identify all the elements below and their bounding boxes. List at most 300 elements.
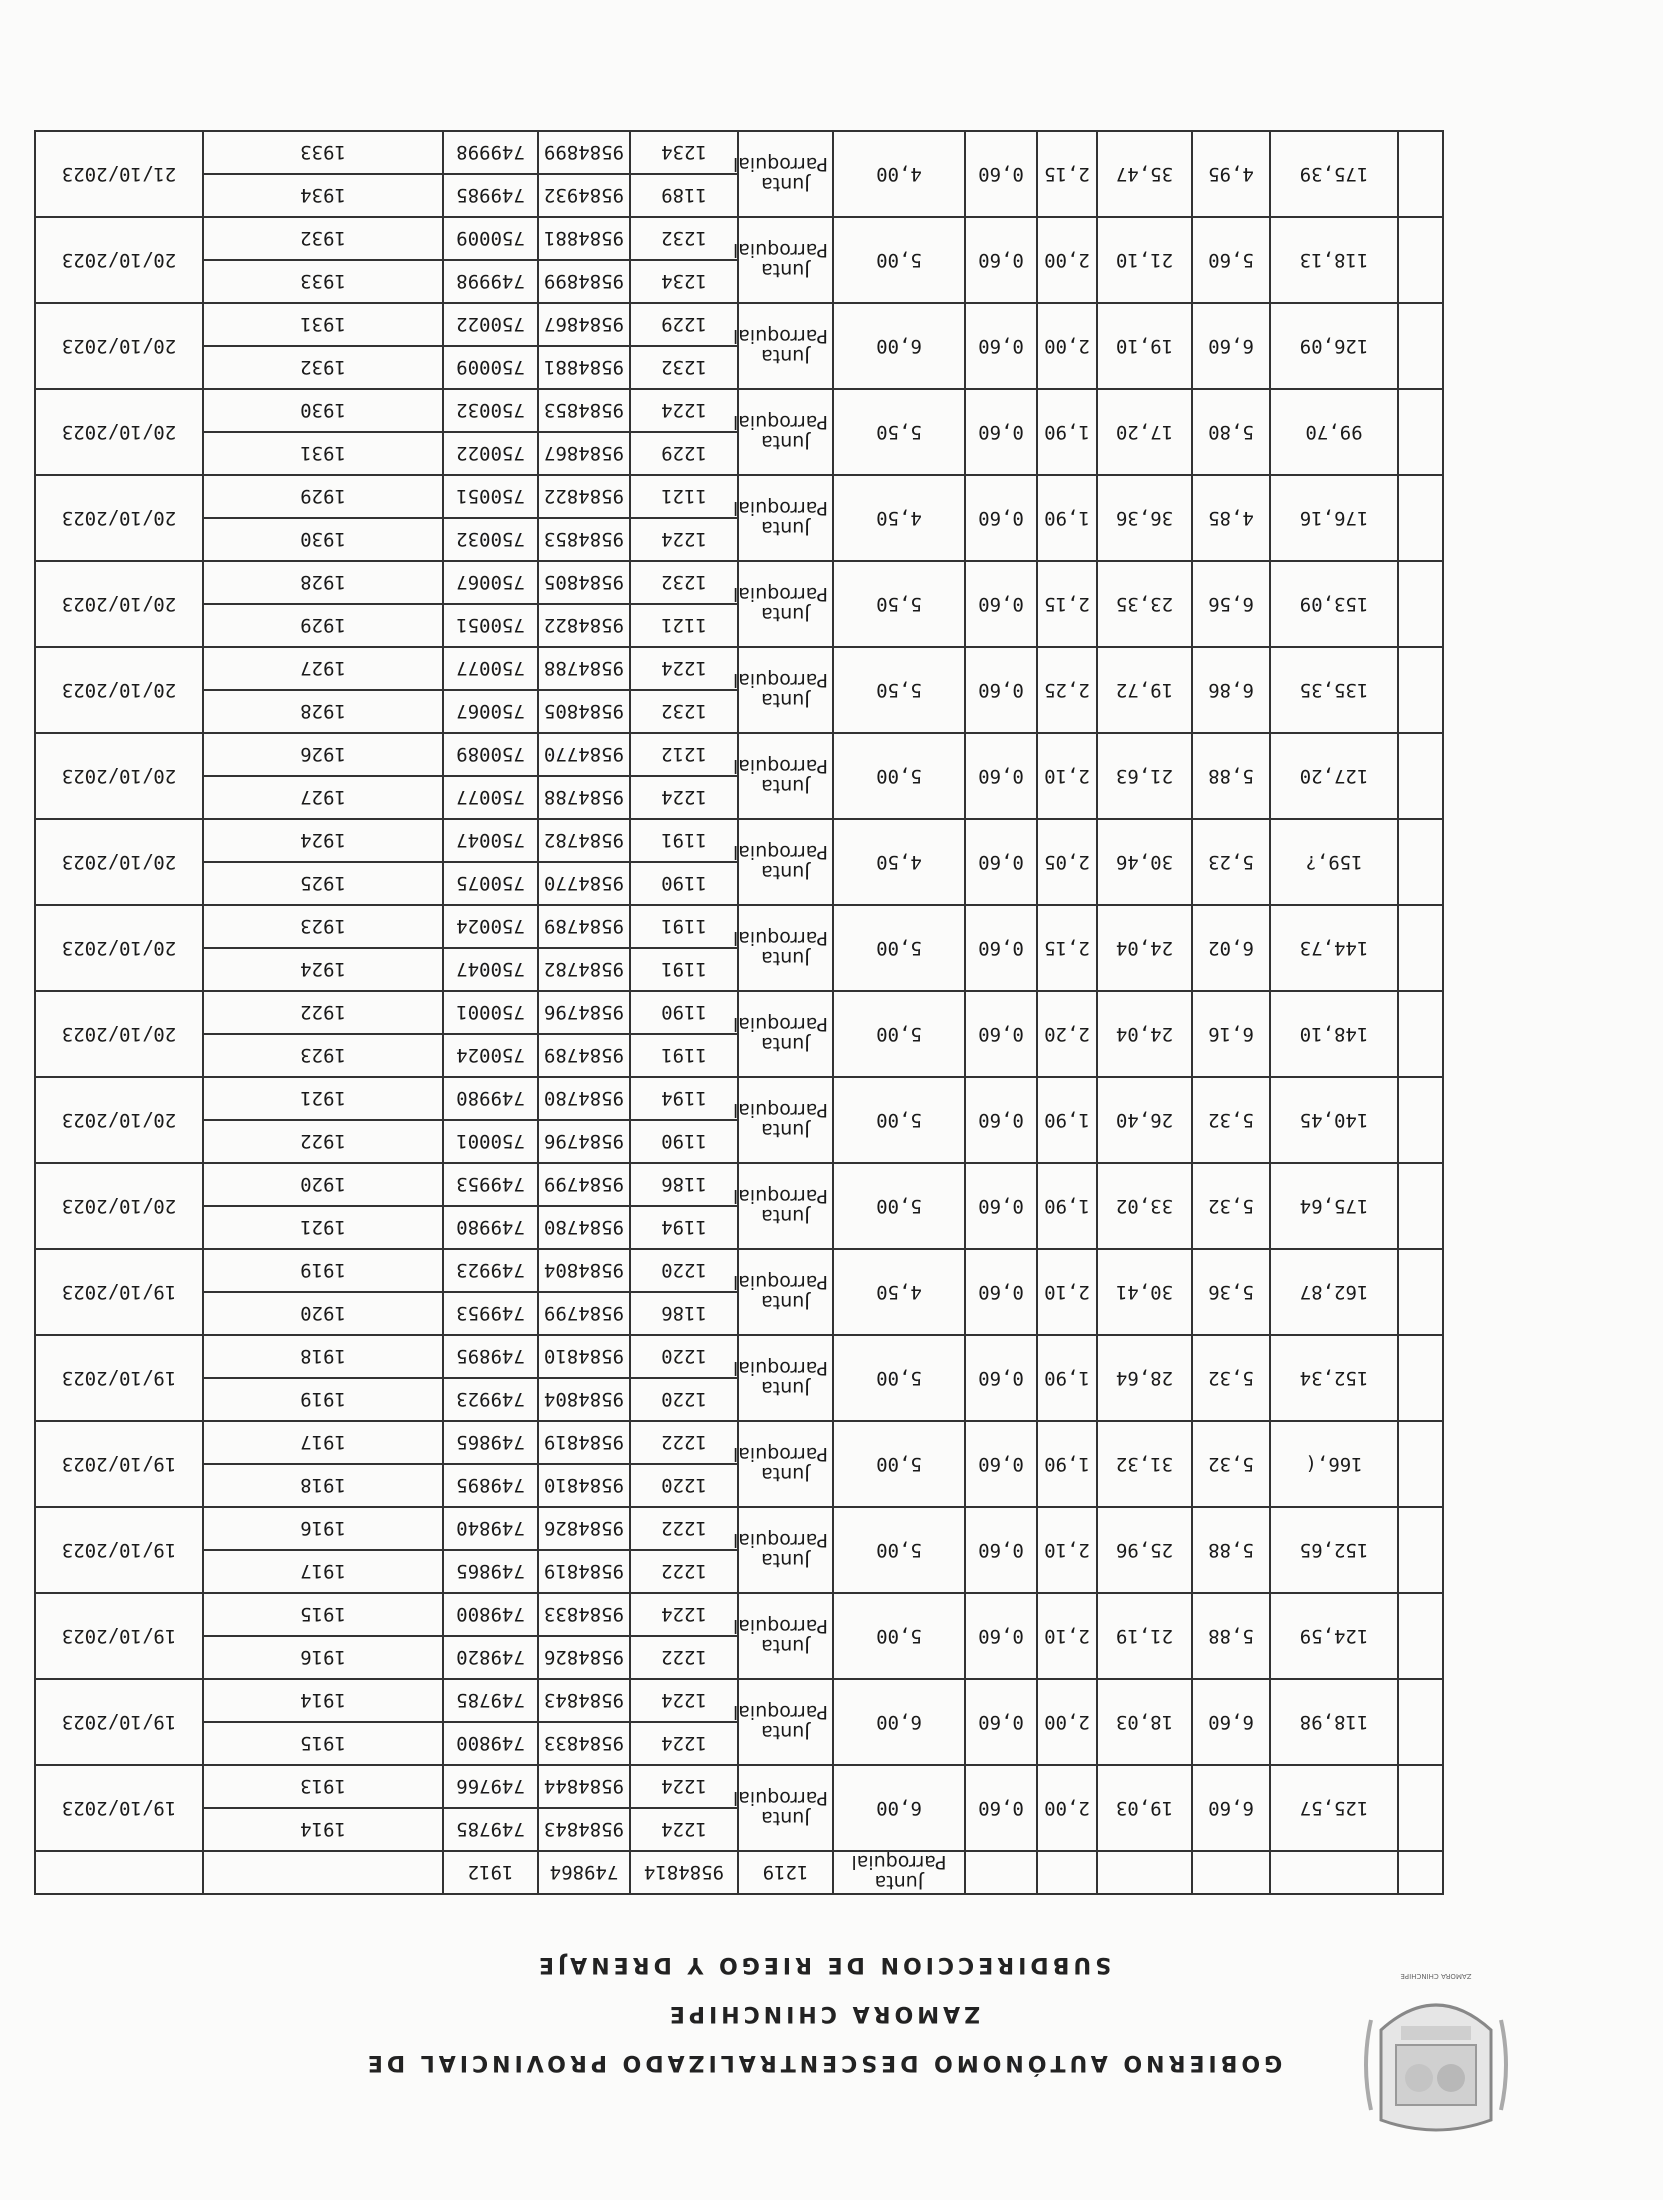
junta-cell bbox=[732, 303, 833, 389]
value-cell: 23,35 bbox=[1097, 561, 1192, 647]
total-cell: 148,10 bbox=[1270, 991, 1398, 1077]
point-cell: 1925 bbox=[203, 862, 443, 905]
value-cell: 5,00 bbox=[833, 217, 965, 303]
northing-cell: 9584814 bbox=[630, 1851, 738, 1894]
easting-cell: 749785 bbox=[443, 1808, 538, 1851]
easting-cell: 749998 bbox=[443, 260, 538, 303]
date-cell: 20/10/2023 bbox=[35, 303, 203, 389]
easting-cell: 749985 bbox=[443, 174, 538, 217]
junta-line-1: Junta bbox=[761, 1635, 810, 1657]
point-cell: 1933 bbox=[203, 260, 443, 303]
easting-cell: 750009 bbox=[443, 346, 538, 389]
total-cell: 125,57 bbox=[1270, 1765, 1398, 1851]
date-cell: 20/10/2023 bbox=[35, 991, 203, 1077]
junta-cell bbox=[732, 389, 833, 475]
northing-cell: 9584822 bbox=[538, 475, 630, 518]
empty-cell bbox=[1398, 905, 1443, 991]
junta-line-1: Junta bbox=[761, 689, 810, 711]
table-row bbox=[35, 1292, 1443, 1335]
easting-cell: 750051 bbox=[443, 475, 538, 518]
value-cell: 5,50 bbox=[833, 561, 965, 647]
empty-cell bbox=[1398, 819, 1443, 905]
value-cell: 2,00 bbox=[1037, 217, 1097, 303]
point-cell: 1924 bbox=[203, 948, 443, 991]
junta-cell bbox=[732, 647, 833, 733]
value-cell: 30,46 bbox=[1097, 819, 1192, 905]
value-cell: 21,63 bbox=[1097, 733, 1192, 819]
point-cell: 1933 bbox=[203, 131, 443, 174]
date-cell: 20/10/2023 bbox=[35, 647, 203, 733]
value-cell: 19,72 bbox=[1097, 647, 1192, 733]
value-cell: 2,10 bbox=[1037, 1249, 1097, 1335]
easting-cell: 749800 bbox=[443, 1593, 538, 1636]
easting-cell: 749953 bbox=[443, 1292, 538, 1335]
value-cell: 26,40 bbox=[1097, 1077, 1192, 1163]
value-cell: 5,00 bbox=[833, 1507, 965, 1593]
value-cell: 5,23 bbox=[1192, 819, 1270, 905]
easting-cell: 749766 bbox=[443, 1765, 538, 1808]
value-cell: 6,60 bbox=[1192, 1679, 1270, 1765]
value-cell: 28,64 bbox=[1097, 1335, 1192, 1421]
easting-cell: 750032 bbox=[443, 518, 538, 561]
value-cell: 1,90 bbox=[1037, 1163, 1097, 1249]
elevation-cell: 1234 bbox=[630, 131, 738, 174]
elevation-cell: 1191 bbox=[630, 905, 738, 948]
northing-cell: 9584789 bbox=[538, 1034, 630, 1077]
empty-cell bbox=[1037, 1851, 1097, 1894]
date-cell: 20/10/2023 bbox=[35, 819, 203, 905]
northing-cell: 9584780 bbox=[538, 1206, 630, 1249]
table-row bbox=[35, 862, 1443, 905]
provincial-seal-icon bbox=[1361, 1970, 1511, 2140]
value-cell: 0,60 bbox=[965, 1507, 1037, 1593]
elevation-cell: 1220 bbox=[630, 1464, 738, 1507]
value-cell: 17,20 bbox=[1097, 389, 1192, 475]
elevation-cell: 1220 bbox=[630, 1378, 738, 1421]
junta-cell bbox=[732, 1679, 833, 1765]
easting-cell: 750075 bbox=[443, 862, 538, 905]
northing-cell: 9584796 bbox=[538, 1120, 630, 1163]
junta-line-1: Junta bbox=[761, 861, 810, 883]
point-cell: 1932 bbox=[203, 346, 443, 389]
value-cell: 5,00 bbox=[833, 1593, 965, 1679]
value-cell: 31,32 bbox=[1097, 1421, 1192, 1507]
junta-cell bbox=[833, 1851, 965, 1894]
value-cell: 5,00 bbox=[833, 905, 965, 991]
northing-cell: 9584822 bbox=[538, 604, 630, 647]
point-cell: 1914 bbox=[203, 1808, 443, 1851]
junta-line-1: Junta bbox=[761, 1377, 810, 1399]
total-cell: 176,16 bbox=[1270, 475, 1398, 561]
total-cell: 140,45 bbox=[1270, 1077, 1398, 1163]
point-cell: 1920 bbox=[203, 1163, 443, 1206]
elevation-cell: 1224 bbox=[630, 1765, 738, 1808]
empty-cell bbox=[1398, 733, 1443, 819]
northing-cell: 9584843 bbox=[538, 1808, 630, 1851]
elevation-cell: 1222 bbox=[630, 1636, 738, 1679]
elevation-cell: 1224 bbox=[630, 389, 738, 432]
value-cell: 5,00 bbox=[833, 991, 965, 1077]
value-cell: 5,88 bbox=[1192, 733, 1270, 819]
date-cell: 20/10/2023 bbox=[35, 561, 203, 647]
junta-line-1: Junta bbox=[761, 1119, 810, 1141]
northing-cell: 9584853 bbox=[538, 518, 630, 561]
junta-line-1: Junta bbox=[761, 775, 810, 797]
value-cell: 4,85 bbox=[1192, 475, 1270, 561]
empty-cell bbox=[1398, 1077, 1443, 1163]
junta-line-2: Parroquial bbox=[732, 669, 828, 691]
easting-cell: 749895 bbox=[443, 1464, 538, 1507]
date-cell: 20/10/2023 bbox=[35, 217, 203, 303]
value-cell: 5,60 bbox=[1192, 217, 1270, 303]
value-cell: 19,03 bbox=[1097, 1765, 1192, 1851]
value-cell: 0,60 bbox=[965, 1765, 1037, 1851]
easting-cell: 750067 bbox=[443, 690, 538, 733]
table-row bbox=[35, 1464, 1443, 1507]
junta-cell bbox=[732, 991, 833, 1077]
point-cell: 1921 bbox=[203, 1206, 443, 1249]
total-cell: 124,59 bbox=[1270, 1593, 1398, 1679]
elevation-cell: 1224 bbox=[630, 647, 738, 690]
junta-line-2: Parroquial bbox=[732, 927, 828, 949]
value-cell: 5,00 bbox=[833, 1163, 965, 1249]
point-cell: 1926 bbox=[203, 733, 443, 776]
empty-cell bbox=[1097, 1851, 1192, 1894]
northing-cell: 9584780 bbox=[538, 1077, 630, 1120]
junta-cell bbox=[732, 1335, 833, 1421]
junta-cell bbox=[732, 1077, 833, 1163]
junta-line-2: Parroquial bbox=[732, 1099, 828, 1121]
point-cell: 1918 bbox=[203, 1464, 443, 1507]
value-cell: 5,00 bbox=[833, 1077, 965, 1163]
junta-line-1: Junta bbox=[761, 947, 810, 969]
junta-line-2: Parroquial bbox=[732, 239, 828, 261]
easting-cell: 749923 bbox=[443, 1378, 538, 1421]
value-cell: 6,02 bbox=[1192, 905, 1270, 991]
northing-cell: 9584833 bbox=[538, 1593, 630, 1636]
point-cell: 1913 bbox=[203, 1765, 443, 1808]
value-cell: 33,02 bbox=[1097, 1163, 1192, 1249]
elevation-cell: 1234 bbox=[630, 260, 738, 303]
northing-cell: 9584833 bbox=[538, 1722, 630, 1765]
empty-cell bbox=[1398, 1765, 1443, 1851]
point-cell: 1929 bbox=[203, 475, 443, 518]
total-cell: 152,65 bbox=[1270, 1507, 1398, 1593]
easting-cell: 749840 bbox=[443, 1507, 538, 1550]
point-cell: 1918 bbox=[203, 1335, 443, 1378]
elevation-cell: 1191 bbox=[630, 948, 738, 991]
junta-line-2: Parroquial bbox=[732, 411, 828, 433]
northing-cell: 9584810 bbox=[538, 1335, 630, 1378]
northing-cell: 9584782 bbox=[538, 948, 630, 991]
junta-line-1: Junta bbox=[761, 431, 810, 453]
elevation-cell: 1232 bbox=[630, 346, 738, 389]
easting-cell: 750009 bbox=[443, 217, 538, 260]
junta-line-2: Parroquial bbox=[732, 583, 828, 605]
value-cell: 0,60 bbox=[965, 991, 1037, 1077]
value-cell: 2,00 bbox=[1037, 303, 1097, 389]
easting-cell: 749980 bbox=[443, 1206, 538, 1249]
northing-cell: 9584782 bbox=[538, 819, 630, 862]
empty-cell bbox=[1192, 1851, 1270, 1894]
easting-cell: 749865 bbox=[443, 1421, 538, 1464]
elevation-cell: 1222 bbox=[630, 1507, 738, 1550]
value-cell: 2,00 bbox=[1037, 1765, 1097, 1851]
junta-line-1: Junta bbox=[761, 603, 810, 625]
junta-line-1: Junta bbox=[874, 1871, 924, 1894]
point-cell: 1916 bbox=[203, 1636, 443, 1679]
table-row bbox=[35, 1120, 1443, 1163]
junta-cell bbox=[732, 733, 833, 819]
empty-cell bbox=[1398, 1249, 1443, 1335]
point-cell: 1934 bbox=[203, 174, 443, 217]
table-row bbox=[35, 776, 1443, 819]
total-cell: 118,13 bbox=[1270, 217, 1398, 303]
northing-cell: 9584799 bbox=[538, 1292, 630, 1335]
value-cell: 5,32 bbox=[1192, 1421, 1270, 1507]
point-cell: 1923 bbox=[203, 1034, 443, 1077]
northing-cell: 9584805 bbox=[538, 690, 630, 733]
easting-cell: 750024 bbox=[443, 1034, 538, 1077]
value-cell: 0,60 bbox=[965, 1077, 1037, 1163]
northing-cell: 9584804 bbox=[538, 1249, 630, 1292]
value-cell: 5,36 bbox=[1192, 1249, 1270, 1335]
junta-line-2: Parroquial bbox=[732, 1529, 828, 1551]
point-cell: 1931 bbox=[203, 432, 443, 475]
value-cell: 6,00 bbox=[833, 1765, 965, 1851]
date-cell: 20/10/2023 bbox=[35, 905, 203, 991]
junta-cell bbox=[732, 1421, 833, 1507]
value-cell: 0,60 bbox=[965, 1249, 1037, 1335]
value-cell: 4,50 bbox=[833, 1249, 965, 1335]
elevation-cell: 1224 bbox=[630, 518, 738, 561]
date-cell: 19/10/2023 bbox=[35, 1249, 203, 1335]
date-cell: 19/10/2023 bbox=[35, 1593, 203, 1679]
date-cell: 19/10/2023 bbox=[35, 1679, 203, 1765]
easting-cell: 749820 bbox=[443, 1636, 538, 1679]
easting-cell: 749785 bbox=[443, 1679, 538, 1722]
value-cell: 2,15 bbox=[1037, 131, 1097, 217]
point-cell: 1915 bbox=[203, 1722, 443, 1765]
value-cell: 4,50 bbox=[833, 819, 965, 905]
table-row bbox=[35, 1808, 1443, 1851]
value-cell: 2,05 bbox=[1037, 819, 1097, 905]
northing-cell: 9584826 bbox=[538, 1636, 630, 1679]
empty-cell bbox=[1270, 1851, 1398, 1894]
junta-cell bbox=[732, 905, 833, 991]
value-cell: 25,96 bbox=[1097, 1507, 1192, 1593]
value-cell: 5,00 bbox=[833, 1421, 965, 1507]
value-cell: 36,36 bbox=[1097, 475, 1192, 561]
northing-cell: 9584867 bbox=[538, 432, 630, 475]
value-cell: 19,10 bbox=[1097, 303, 1192, 389]
document-header bbox=[323, 1952, 1323, 2075]
elevation-cell: 1212 bbox=[630, 733, 738, 776]
point-cell: 1928 bbox=[203, 561, 443, 604]
easting-cell: 749800 bbox=[443, 1722, 538, 1765]
value-cell: 5,00 bbox=[833, 733, 965, 819]
value-cell: 6,16 bbox=[1192, 991, 1270, 1077]
data-table bbox=[34, 130, 1444, 1895]
easting-cell: 750051 bbox=[443, 604, 538, 647]
junta-cell bbox=[732, 1249, 833, 1335]
empty-cell bbox=[1398, 1593, 1443, 1679]
value-cell: 2,10 bbox=[1037, 733, 1097, 819]
point-cell: 1924 bbox=[203, 819, 443, 862]
point-cell: 1912 bbox=[443, 1851, 538, 1894]
date-cell: 20/10/2023 bbox=[35, 1163, 203, 1249]
junta-line-2: Parroquial bbox=[732, 1615, 828, 1637]
empty-cell bbox=[1398, 131, 1443, 217]
date-cell: 20/10/2023 bbox=[35, 1077, 203, 1163]
junta-line-2: Parroquial bbox=[851, 1851, 947, 1874]
elevation-cell: 1219 bbox=[738, 1851, 833, 1894]
point-cell: 1920 bbox=[203, 1292, 443, 1335]
junta-cell bbox=[732, 1593, 833, 1679]
elevation-cell: 1190 bbox=[630, 1120, 738, 1163]
easting-cell: 750001 bbox=[443, 991, 538, 1034]
junta-line-2: Parroquial bbox=[732, 153, 828, 175]
elevation-cell: 1224 bbox=[630, 1679, 738, 1722]
junta-line-2: Parroquial bbox=[732, 755, 828, 777]
total-cell: 175,64 bbox=[1270, 1163, 1398, 1249]
junta-line-2: Parroquial bbox=[732, 497, 828, 519]
value-cell: 18,03 bbox=[1097, 1679, 1192, 1765]
elevation-cell: 1229 bbox=[630, 303, 738, 346]
date-cell: 19/10/2023 bbox=[35, 1507, 203, 1593]
junta-cell bbox=[732, 819, 833, 905]
value-cell: 5,50 bbox=[833, 647, 965, 733]
value-cell: 0,60 bbox=[965, 1335, 1037, 1421]
point-cell: 1923 bbox=[203, 905, 443, 948]
value-cell: 2,00 bbox=[1037, 1679, 1097, 1765]
table-row bbox=[35, 346, 1443, 389]
total-cell: 175,39 bbox=[1270, 131, 1398, 217]
value-cell: 6,86 bbox=[1192, 647, 1270, 733]
point-cell: 1930 bbox=[203, 389, 443, 432]
elevation-cell: 1194 bbox=[630, 1206, 738, 1249]
empty-cell bbox=[1398, 1421, 1443, 1507]
value-cell: 21,19 bbox=[1097, 1593, 1192, 1679]
junta-line-2: Parroquial bbox=[732, 325, 828, 347]
northing-cell: 9584789 bbox=[538, 905, 630, 948]
northing-cell: 9584826 bbox=[538, 1507, 630, 1550]
table-row bbox=[35, 518, 1443, 561]
value-cell: 2,10 bbox=[1037, 1593, 1097, 1679]
easting-cell: 750022 bbox=[443, 432, 538, 475]
northing-cell: 9584810 bbox=[538, 1464, 630, 1507]
total-cell: 144,73 bbox=[1270, 905, 1398, 991]
junta-line-2: Parroquial bbox=[732, 1787, 828, 1809]
easting-cell: 749953 bbox=[443, 1163, 538, 1206]
point-cell: 1930 bbox=[203, 518, 443, 561]
point-cell: 1928 bbox=[203, 690, 443, 733]
total-cell: 153,09 bbox=[1270, 561, 1398, 647]
date-cell: 21/10/2023 bbox=[35, 131, 203, 217]
elevation-cell: 1232 bbox=[630, 690, 738, 733]
value-cell: 24,04 bbox=[1097, 991, 1192, 1077]
easting-cell: 750032 bbox=[443, 389, 538, 432]
elevation-cell: 1191 bbox=[630, 819, 738, 862]
junta-cell bbox=[732, 1507, 833, 1593]
northing-cell: 9584770 bbox=[538, 733, 630, 776]
value-cell: 5,00 bbox=[833, 1335, 965, 1421]
elevation-cell: 1224 bbox=[630, 1808, 738, 1851]
value-cell: 0,60 bbox=[965, 217, 1037, 303]
junta-line-1: Junta bbox=[761, 1291, 810, 1313]
junta-line-1: Junta bbox=[761, 1807, 810, 1829]
easting-cell: 749980 bbox=[443, 1077, 538, 1120]
value-cell: 5,88 bbox=[1192, 1593, 1270, 1679]
northing-cell: 9584799 bbox=[538, 1163, 630, 1206]
date-cell: 20/10/2023 bbox=[35, 475, 203, 561]
value-cell: 5,32 bbox=[1192, 1077, 1270, 1163]
northing-cell: 9584899 bbox=[538, 131, 630, 174]
value-cell: 6,00 bbox=[833, 303, 965, 389]
junta-line-1: Junta bbox=[761, 1721, 810, 1743]
value-cell: 21,10 bbox=[1097, 217, 1192, 303]
easting-cell: 749998 bbox=[443, 131, 538, 174]
northing-cell: 9584788 bbox=[538, 776, 630, 819]
point-cell: 1915 bbox=[203, 1593, 443, 1636]
elevation-cell: 1224 bbox=[630, 1593, 738, 1636]
empty-cell bbox=[1398, 303, 1443, 389]
value-cell: 0,60 bbox=[965, 733, 1037, 819]
empty-cell bbox=[1398, 389, 1443, 475]
value-cell: 35,47 bbox=[1097, 131, 1192, 217]
empty-cell bbox=[1398, 1851, 1443, 1894]
empty-cell bbox=[1398, 561, 1443, 647]
junta-line-1: Junta bbox=[761, 345, 810, 367]
table-row bbox=[35, 948, 1443, 991]
northing-cell: 9584844 bbox=[538, 1765, 630, 1808]
value-cell: 0,60 bbox=[965, 1679, 1037, 1765]
value-cell: 6,60 bbox=[1192, 1765, 1270, 1851]
total-cell: 166,( bbox=[1270, 1421, 1398, 1507]
junta-line-2: Parroquial bbox=[732, 1443, 828, 1465]
table-row bbox=[35, 174, 1443, 217]
easting-cell: 750089 bbox=[443, 733, 538, 776]
easting-cell: 750022 bbox=[443, 303, 538, 346]
table-row bbox=[35, 1636, 1443, 1679]
easting-cell: 750024 bbox=[443, 905, 538, 948]
easting-cell: 749895 bbox=[443, 1335, 538, 1378]
value-cell: 0,60 bbox=[965, 1421, 1037, 1507]
elevation-cell: 1224 bbox=[630, 1722, 738, 1765]
easting-cell: 750077 bbox=[443, 647, 538, 690]
value-cell: 6,56 bbox=[1192, 561, 1270, 647]
total-cell: 118,98 bbox=[1270, 1679, 1398, 1765]
value-cell: 4,00 bbox=[833, 131, 965, 217]
point-cell: 1917 bbox=[203, 1550, 443, 1593]
northing-cell: 9584788 bbox=[538, 647, 630, 690]
empty-cell bbox=[1398, 1507, 1443, 1593]
junta-line-1: Junta bbox=[761, 1463, 810, 1485]
northing-cell: 9584770 bbox=[538, 862, 630, 905]
value-cell: 5,80 bbox=[1192, 389, 1270, 475]
empty-cell bbox=[1398, 475, 1443, 561]
junta-line-2: Parroquial bbox=[732, 1357, 828, 1379]
junta-line-1: Junta bbox=[761, 1549, 810, 1571]
junta-cell bbox=[732, 217, 833, 303]
total-cell: 152,34 bbox=[1270, 1335, 1398, 1421]
elevation-cell: 1121 bbox=[630, 475, 738, 518]
junta-line-1: Junta bbox=[761, 517, 810, 539]
value-cell: 6,00 bbox=[833, 1679, 965, 1765]
total-cell: 162,87 bbox=[1270, 1249, 1398, 1335]
table-row bbox=[35, 260, 1443, 303]
empty-cell bbox=[1398, 1335, 1443, 1421]
